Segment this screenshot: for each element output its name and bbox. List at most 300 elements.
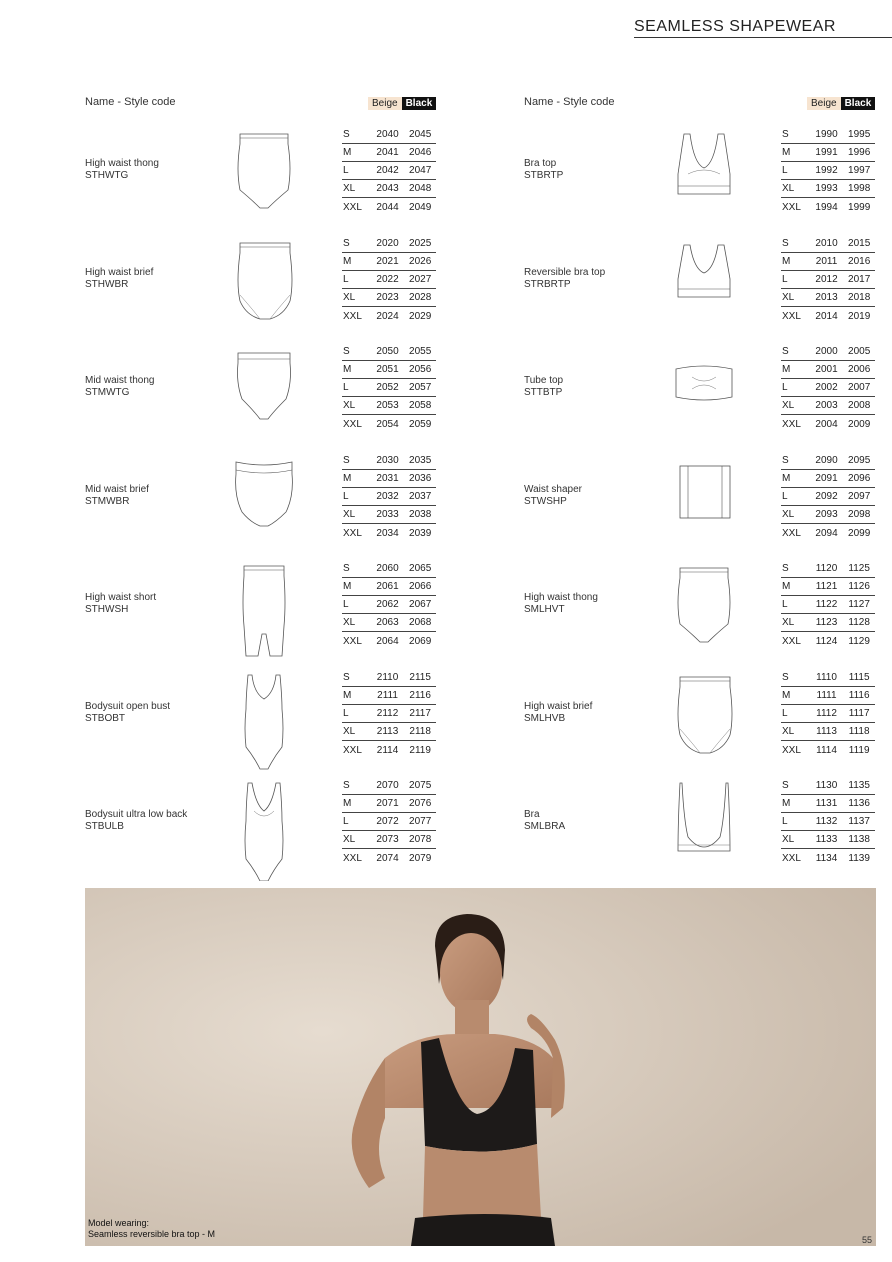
beige-code: 2043	[376, 183, 399, 194]
beige-code: 2074	[376, 852, 399, 864]
reversible-bra-top-sketch	[672, 239, 736, 339]
beige-code: 2110	[376, 672, 399, 683]
caption-line-1: Model wearing:	[88, 1218, 150, 1228]
beige-code: 2040	[376, 129, 399, 140]
product-name-block	[524, 158, 674, 182]
beige-code: 2014	[815, 310, 838, 322]
caption-line-2: Seamless reversible bra top - M	[88, 1229, 216, 1239]
black-code: 2058	[409, 400, 432, 411]
size-label: XL	[343, 726, 356, 737]
beige-code: 2093	[815, 509, 838, 520]
size-row	[781, 632, 875, 650]
size-row	[781, 524, 875, 542]
size-label: M	[343, 256, 352, 267]
size-label: M	[782, 581, 791, 592]
product-name: High waist short	[85, 592, 157, 603]
size-table	[342, 126, 436, 216]
size-label: XL	[782, 400, 795, 411]
size-label: L	[343, 491, 349, 502]
size-label: S	[343, 455, 350, 466]
size-label: XXL	[782, 201, 801, 213]
size-label: M	[343, 147, 352, 158]
black-code: 2116	[409, 690, 431, 701]
size-row	[342, 253, 436, 271]
size-label: S	[782, 346, 789, 357]
product-name: Bodysuit open bust	[85, 701, 171, 712]
beige-code: 1121	[815, 581, 838, 592]
bra-top-sketch	[672, 130, 736, 230]
beige-code: 1991	[815, 147, 838, 158]
black-code: 2038	[409, 509, 432, 520]
beige-code: 1993	[815, 183, 838, 194]
beige-code: 2011	[815, 256, 838, 267]
size-label: XXL	[343, 310, 362, 322]
black-code: 1116	[848, 690, 870, 701]
black-code: 2047	[409, 165, 432, 176]
size-label: S	[782, 455, 789, 466]
product-name-block	[85, 375, 235, 399]
product-name-block	[85, 158, 235, 182]
size-label: S	[343, 129, 350, 140]
black-code: 1998	[848, 183, 871, 194]
style-code: SMLHVT	[524, 604, 565, 615]
size-row	[342, 687, 436, 705]
style-code: STBULB	[85, 821, 124, 832]
style-code: STHWBR	[85, 279, 129, 290]
style-code: STRBRTP	[524, 279, 571, 290]
size-row	[781, 307, 875, 325]
black-code: 1125	[848, 563, 870, 574]
beige-code: 1113	[816, 726, 837, 737]
black-code: 2005	[848, 346, 871, 357]
beige-code: 2052	[376, 382, 399, 393]
black-code: 1137	[848, 816, 870, 827]
beige-code: 2054	[376, 418, 399, 430]
size-row	[342, 524, 436, 542]
product-name-block	[524, 592, 674, 616]
high-waist-thong-sketch	[672, 564, 736, 664]
size-row	[781, 614, 875, 632]
size-row	[342, 361, 436, 379]
size-label: XL	[782, 726, 795, 737]
size-table	[781, 343, 875, 433]
beige-code: 2061	[376, 581, 399, 592]
black-code: 1118	[848, 726, 870, 737]
size-label: M	[343, 581, 352, 592]
size-label: XL	[782, 834, 795, 845]
size-label: L	[343, 274, 349, 285]
size-row	[342, 849, 436, 867]
beige-code: 2034	[376, 527, 399, 539]
beige-code: 2090	[815, 455, 838, 466]
beige-code: 2004	[815, 418, 838, 430]
beige-code: 1120	[815, 563, 838, 574]
beige-code: 2092	[815, 491, 838, 502]
high-waist-short-sketch	[232, 564, 296, 664]
size-label: L	[782, 165, 788, 176]
beige-code: 2001	[815, 364, 838, 375]
beige-code: 2051	[376, 364, 399, 375]
style-code: STHWTG	[85, 170, 129, 181]
size-label: XL	[343, 509, 356, 520]
black-code: 1119	[848, 744, 870, 756]
product-name-block	[524, 267, 674, 291]
size-row	[342, 560, 436, 578]
size-label: L	[782, 599, 788, 610]
black-code: 1117	[848, 708, 870, 719]
beige-code: 2032	[376, 491, 399, 502]
product-name: Waist shaper	[524, 484, 582, 495]
size-row	[342, 144, 436, 162]
bra-sketch	[672, 781, 736, 881]
black-code: 1996	[848, 147, 871, 158]
size-table	[342, 452, 436, 542]
beige-code: 1111	[816, 690, 837, 701]
high-waist-brief-sketch	[232, 239, 296, 339]
size-table	[342, 560, 436, 650]
size-label: XXL	[782, 744, 801, 756]
black-code: 1126	[848, 581, 870, 592]
size-label: XL	[343, 183, 356, 194]
black-code: 2048	[409, 183, 432, 194]
size-row	[781, 813, 875, 831]
size-row	[781, 397, 875, 415]
left-column-heading: Name - Style code	[85, 96, 176, 108]
size-label: L	[782, 382, 788, 393]
style-code: STBRTP	[524, 170, 564, 181]
right-column-heading: Name - Style code	[524, 96, 615, 108]
black-code: 1139	[848, 852, 870, 864]
black-code: 2049	[409, 201, 432, 213]
color-legend-right	[807, 97, 875, 110]
beige-code: 2053	[376, 400, 399, 411]
beige-code: 2114	[376, 744, 399, 756]
black-code: 2117	[409, 708, 431, 719]
black-code: 2019	[848, 310, 871, 322]
size-label: M	[782, 147, 791, 158]
black-code: 1995	[848, 129, 871, 140]
size-row	[781, 687, 875, 705]
black-code: 1997	[848, 165, 871, 176]
bodysuit-open-bust-sketch	[232, 673, 296, 773]
size-row	[781, 144, 875, 162]
black-code: 2115	[409, 672, 431, 683]
beige-code: 2060	[376, 563, 399, 574]
beige-code: 1131	[815, 798, 838, 809]
size-row	[342, 198, 436, 216]
size-label: XL	[782, 183, 795, 194]
black-code: 2066	[409, 581, 432, 592]
product-name-block	[524, 375, 674, 399]
black-code: 2007	[848, 382, 871, 393]
size-row	[342, 741, 436, 759]
size-row	[781, 452, 875, 470]
size-row	[342, 813, 436, 831]
size-row	[342, 289, 436, 307]
beige-code: 2094	[815, 527, 838, 539]
black-code: 1138	[848, 834, 870, 845]
size-label: S	[782, 780, 789, 791]
size-label: M	[782, 364, 791, 375]
black-code: 2075	[409, 780, 432, 791]
black-code: 2026	[409, 256, 432, 267]
model-photo	[85, 888, 876, 1246]
size-row	[781, 198, 875, 216]
size-label: L	[343, 165, 349, 176]
beige-code: 2021	[376, 256, 399, 267]
style-code: SMLHVB	[524, 713, 566, 724]
size-row	[342, 271, 436, 289]
beige-code: 1132	[815, 816, 838, 827]
black-code: 2028	[409, 292, 432, 303]
size-row	[781, 488, 875, 506]
high-waist-brief-sketch	[672, 673, 736, 773]
black-code: 2118	[409, 726, 431, 737]
black-code: 2008	[848, 400, 871, 411]
size-table	[342, 235, 436, 325]
size-row	[781, 126, 875, 144]
style-code: STWSHP	[524, 496, 567, 507]
size-table	[781, 669, 875, 759]
beige-code: 1134	[815, 852, 838, 864]
size-row	[781, 235, 875, 253]
black-code: 2039	[409, 527, 432, 539]
style-code: STHWSH	[85, 604, 129, 615]
beige-code: 2050	[376, 346, 399, 357]
size-row	[781, 271, 875, 289]
beige-code: 2062	[376, 599, 399, 610]
page-number: 55	[862, 1235, 873, 1245]
size-label: XL	[343, 617, 356, 628]
size-label: M	[782, 690, 791, 701]
size-table	[342, 669, 436, 759]
beige-code: 2013	[815, 292, 838, 303]
size-label: L	[782, 274, 788, 285]
size-row	[781, 596, 875, 614]
black-label: Black	[841, 97, 876, 110]
size-label: XXL	[343, 744, 362, 756]
beige-code: 2010	[815, 238, 838, 249]
product-name-block	[524, 701, 674, 725]
black-code: 1135	[848, 780, 870, 791]
style-code: STTBTP	[524, 387, 563, 398]
product-name-block	[85, 701, 235, 725]
black-code: 2056	[409, 364, 432, 375]
black-code: 2045	[409, 129, 432, 140]
beige-code: 2071	[376, 798, 399, 809]
black-code: 1115	[848, 672, 870, 683]
black-code: 2025	[409, 238, 432, 249]
beige-code: 2020	[376, 238, 399, 249]
black-code: 2029	[409, 310, 432, 322]
size-row	[781, 379, 875, 397]
bodysuit-ultra-low-back-sketch	[232, 781, 296, 881]
style-code: STBOBT	[85, 713, 126, 724]
black-code: 2046	[409, 147, 432, 158]
size-label: L	[343, 708, 349, 719]
size-row	[781, 361, 875, 379]
size-label: XL	[343, 834, 356, 845]
product-name-block	[524, 484, 674, 508]
beige-code: 2111	[377, 690, 398, 701]
size-table	[781, 126, 875, 216]
size-row	[781, 289, 875, 307]
size-label: L	[782, 816, 788, 827]
size-row	[342, 307, 436, 325]
black-code: 2006	[848, 364, 871, 375]
product-name: High waist brief	[524, 701, 593, 712]
beige-code: 1992	[815, 165, 838, 176]
size-table	[781, 777, 875, 867]
product-name: Bra	[524, 809, 540, 820]
size-row	[781, 162, 875, 180]
photo-caption	[88, 1218, 215, 1240]
product-name-block	[85, 484, 235, 508]
beige-label: Beige	[807, 97, 841, 110]
beige-code: 2091	[815, 473, 838, 484]
black-code: 2119	[409, 744, 431, 756]
size-label: XXL	[782, 635, 801, 647]
size-row	[342, 162, 436, 180]
size-label: S	[782, 238, 789, 249]
size-table	[781, 235, 875, 325]
size-row	[781, 470, 875, 488]
size-label: XXL	[343, 527, 362, 539]
size-label: M	[343, 473, 352, 484]
size-row	[781, 795, 875, 813]
black-code: 2057	[409, 382, 432, 393]
beige-code: 1114	[816, 744, 837, 756]
beige-code: 2072	[376, 816, 399, 827]
size-label: L	[343, 816, 349, 827]
size-label: XL	[782, 292, 795, 303]
size-label: M	[782, 256, 791, 267]
black-code: 1128	[848, 617, 870, 628]
size-label: XXL	[343, 201, 362, 213]
style-code: SMLBRA	[524, 821, 566, 832]
size-row	[342, 470, 436, 488]
mid-waist-thong-sketch	[232, 347, 296, 447]
beige-code: 2003	[815, 400, 838, 411]
product-name: High waist thong	[524, 592, 598, 603]
size-label: L	[782, 491, 788, 502]
high-waist-thong-sketch	[232, 130, 296, 230]
black-code: 2065	[409, 563, 432, 574]
beige-code: 1112	[816, 708, 837, 719]
size-label: S	[343, 780, 350, 791]
black-label: Black	[402, 97, 437, 110]
beige-code: 2063	[376, 617, 399, 628]
size-row	[342, 831, 436, 849]
waist-shaper-sketch	[672, 456, 736, 556]
size-row	[342, 452, 436, 470]
size-row	[342, 777, 436, 795]
size-label: XXL	[343, 418, 362, 430]
size-table	[342, 777, 436, 867]
size-row	[781, 506, 875, 524]
black-code: 2099	[848, 527, 871, 539]
product-name: High waist brief	[85, 267, 154, 278]
beige-code: 1124	[815, 635, 838, 647]
size-row	[781, 705, 875, 723]
black-code: 2036	[409, 473, 432, 484]
product-name: Bodysuit ultra low back	[85, 809, 188, 820]
beige-code: 2044	[376, 201, 399, 213]
size-label: XL	[782, 509, 795, 520]
beige-code: 2012	[815, 274, 838, 285]
page-title: SEAMLESS SHAPEWEAR	[634, 18, 892, 38]
black-code: 1127	[848, 599, 870, 610]
size-row	[342, 415, 436, 433]
black-code: 2067	[409, 599, 432, 610]
size-label: XL	[782, 617, 795, 628]
size-row	[342, 669, 436, 687]
size-label: XXL	[782, 527, 801, 539]
beige-code: 1994	[815, 201, 838, 213]
black-code: 2095	[848, 455, 871, 466]
beige-code: 2022	[376, 274, 399, 285]
size-row	[342, 506, 436, 524]
size-row	[342, 126, 436, 144]
size-label: S	[343, 563, 350, 574]
size-row	[781, 741, 875, 759]
size-table	[342, 343, 436, 433]
beige-code: 1122	[815, 599, 838, 610]
beige-code: 1990	[815, 129, 838, 140]
size-label: S	[343, 672, 350, 683]
size-row	[781, 560, 875, 578]
size-row	[781, 253, 875, 271]
size-label: XL	[343, 400, 356, 411]
size-label: M	[343, 690, 352, 701]
black-code: 2037	[409, 491, 432, 502]
size-row	[342, 488, 436, 506]
size-row	[781, 578, 875, 596]
product-name: High waist thong	[85, 158, 159, 169]
black-code: 2098	[848, 509, 871, 520]
size-row	[781, 415, 875, 433]
product-name: Mid waist thong	[85, 375, 155, 386]
product-name: Mid waist brief	[85, 484, 149, 495]
product-name-block	[85, 592, 235, 616]
size-table	[781, 560, 875, 650]
beige-code: 2042	[376, 165, 399, 176]
size-row	[342, 578, 436, 596]
beige-code: 1133	[815, 834, 838, 845]
size-label: S	[343, 346, 350, 357]
black-code: 2078	[409, 834, 432, 845]
size-label: M	[343, 798, 352, 809]
size-row	[781, 831, 875, 849]
beige-code: 2112	[376, 708, 399, 719]
size-row	[342, 795, 436, 813]
size-row	[781, 777, 875, 795]
beige-code: 1123	[815, 617, 838, 628]
black-code: 2077	[409, 816, 432, 827]
black-code: 2059	[409, 418, 432, 430]
size-row	[342, 723, 436, 741]
size-row	[342, 632, 436, 650]
size-label: S	[782, 129, 789, 140]
black-code: 2055	[409, 346, 432, 357]
size-label: S	[782, 563, 789, 574]
size-row	[342, 614, 436, 632]
black-code: 2017	[848, 274, 871, 285]
beige-code: 2033	[376, 509, 399, 520]
beige-code: 2023	[376, 292, 399, 303]
size-row	[342, 397, 436, 415]
size-row	[781, 180, 875, 198]
